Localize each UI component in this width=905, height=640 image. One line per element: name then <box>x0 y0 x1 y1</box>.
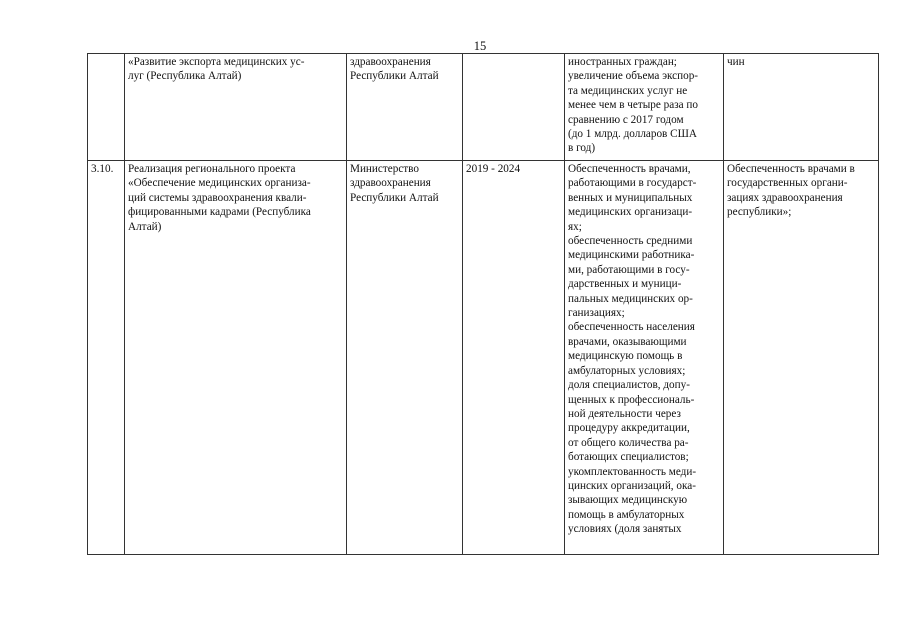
text-line: работающими в государст- <box>568 177 697 190</box>
text-line: процедуру аккредитации, <box>568 422 690 435</box>
text-line: ганизациях; <box>568 307 625 320</box>
table-row <box>88 54 879 161</box>
text-line: зациях здравоохранения <box>727 191 843 204</box>
text-line: (до 1 млрд. долларов США <box>568 128 697 141</box>
text-line: Обеспеченность врачами, <box>568 163 691 175</box>
cell-indicators <box>565 54 724 161</box>
cell-number: 3.10. <box>88 161 125 555</box>
text-line: цинских организаций, ока- <box>568 479 696 492</box>
text-line: ях; <box>568 220 582 233</box>
text-line: условиях (доля занятых <box>568 523 682 536</box>
text-line: Республики Алтай <box>350 191 439 204</box>
cell-period: 2019 - 2024 <box>463 161 565 555</box>
text-line: помощь в амбулаторных <box>568 508 685 521</box>
text-line: дарственных и муници- <box>568 278 682 291</box>
table-row <box>88 161 879 555</box>
text-line: зывающих медицинскую <box>568 494 688 507</box>
cell-number <box>88 54 125 161</box>
text-line: увеличение объема экспор- <box>568 70 699 83</box>
text-line: доля специалистов, допу- <box>568 379 690 392</box>
text-line: в год) <box>568 142 596 155</box>
text-line: пальных медицинских ор- <box>568 292 693 305</box>
text-line: щенных к профессиональ- <box>568 393 695 406</box>
text-line: здравоохранения <box>350 177 431 190</box>
cell-measure-name <box>125 161 347 555</box>
cell-measure-name <box>125 54 347 161</box>
cell-result <box>724 54 879 161</box>
text-line: венных и муниципальных <box>568 191 693 204</box>
page-number: 15 <box>473 39 487 53</box>
text-line: фицированными кадрами (Республика <box>128 206 311 219</box>
text-line: сравнению с 2017 годом <box>568 113 684 126</box>
text-line: государственных органи- <box>727 177 848 190</box>
cell-responsible <box>347 54 463 161</box>
text-line: обеспеченность населения <box>568 321 695 334</box>
cell-indicators <box>565 161 724 555</box>
cell-responsible <box>347 161 463 555</box>
text-line: здравоохранения <box>350 56 431 68</box>
text-line: Республики Алтай <box>350 70 439 83</box>
text-line: та медицинских услуг не <box>568 84 688 97</box>
text-line: иностранных граждан; <box>568 56 677 68</box>
text-line: укомплектованность меди- <box>568 465 697 478</box>
text-line: «Развитие экспорта медицинских ус- <box>128 56 305 68</box>
text-line: медицинских организаци- <box>568 206 693 219</box>
text-line: чин <box>727 56 745 68</box>
text-line: луг (Республика Алтай) <box>128 70 242 83</box>
text-line: Министерство <box>350 163 419 175</box>
text-line: ной деятельности через <box>568 407 681 420</box>
text-line: республики»; <box>727 206 792 219</box>
text-line: врачами, оказывающими <box>568 335 687 348</box>
text-line: обеспеченность средними <box>568 235 693 248</box>
text-line: медицинскими работника- <box>568 249 695 262</box>
text-line: «Обеспечение медицинских организа- <box>128 177 311 190</box>
text-line: Обеспеченность врачами в <box>727 163 855 175</box>
text-line: ций системы здравоохранения квали- <box>128 191 307 204</box>
text-line: менее чем в четыре раза по <box>568 99 698 112</box>
cell-result <box>724 161 879 555</box>
text-line: от общего количества ра- <box>568 436 689 449</box>
text-line: Алтай) <box>128 220 162 233</box>
text-line: ботающих специалистов; <box>568 451 689 464</box>
cell-period <box>463 54 565 161</box>
text-line: амбулаторных условиях; <box>568 364 686 377</box>
document-table <box>87 53 879 555</box>
text-line: Реализация регионального проекта <box>128 163 296 175</box>
text-line: медицинскую помощь в <box>568 350 683 363</box>
text-line: ми, работающими в госу- <box>568 263 690 276</box>
